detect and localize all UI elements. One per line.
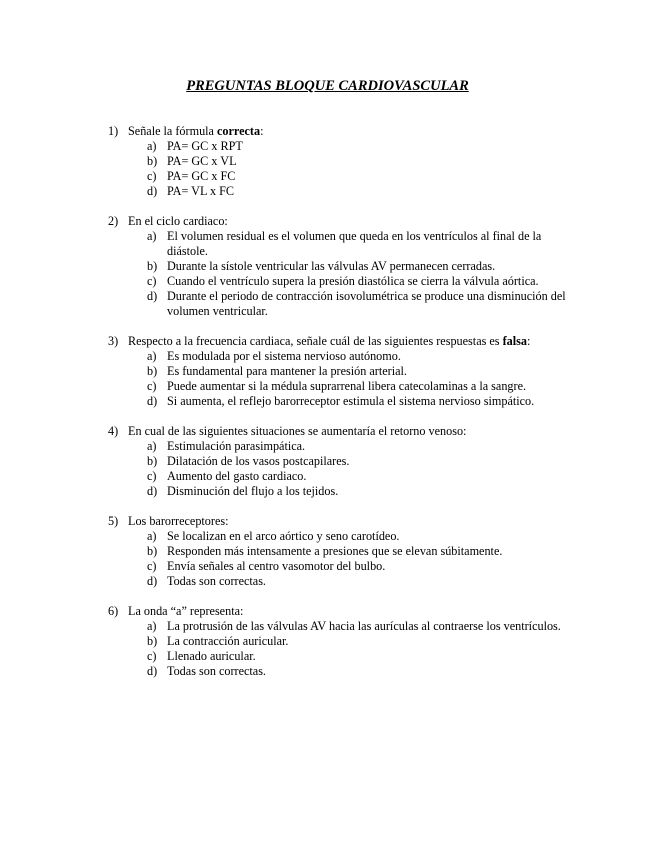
question-text-before: Señale la fórmula (128, 124, 218, 138)
question-3 (108, 334, 568, 409)
option-a (147, 439, 568, 454)
question-text (128, 124, 568, 139)
option-list (108, 139, 568, 199)
option-d (147, 664, 568, 679)
question-text (128, 604, 568, 619)
document-title: PREGUNTAS BLOQUE CARDIOVASCULAR (186, 78, 469, 94)
option-list (108, 529, 568, 589)
option-letter: a) (147, 139, 157, 153)
option-text: Es fundamental para mantener la presión arterial. (167, 364, 407, 378)
option-a (147, 349, 568, 364)
option-d (147, 484, 568, 499)
question-text-after: : (260, 124, 264, 138)
option-text: Estimulación parasimpática. (167, 439, 306, 453)
option-a (147, 229, 568, 259)
option-text: Aumento del gasto cardiaco. (167, 469, 307, 483)
option-letter: a) (147, 229, 157, 243)
question-5 (108, 514, 568, 589)
option-a (147, 139, 568, 154)
option-text: Durante el periodo de contracción isovolumétrica se produce una disminución del volumen ventricular. (167, 289, 566, 318)
question-text-before: La onda “a” representa: (128, 604, 244, 618)
option-text: La contracción auricular. (167, 634, 289, 648)
option-letter: d) (147, 664, 158, 678)
option-list (108, 439, 568, 499)
option-letter: d) (147, 574, 158, 588)
option-text: Se localizan en el arco aórtico y seno carotídeo. (167, 529, 400, 543)
option-text: PA= GC x VL (167, 154, 237, 168)
option-letter: b) (147, 634, 158, 648)
option-text: PA= VL x FC (167, 184, 235, 198)
option-letter: c) (147, 469, 157, 483)
option-c (147, 559, 568, 574)
option-letter: d) (147, 394, 158, 408)
option-list (108, 229, 568, 319)
option-letter: a) (147, 529, 157, 543)
question-text (128, 424, 568, 439)
option-c (147, 379, 568, 394)
option-letter: c) (147, 169, 157, 183)
option-b (147, 634, 568, 649)
question-2 (108, 214, 568, 319)
option-text: Durante la sístole ventricular las válvulas AV permanecen cerradas. (167, 259, 496, 273)
question-text-after: : (526, 334, 531, 348)
option-text: Responden más intensamente a presiones que se elevan súbitamente. (167, 544, 503, 558)
option-a (147, 529, 568, 544)
option-letter: a) (147, 619, 157, 633)
option-c (147, 169, 568, 184)
option-letter: c) (147, 379, 157, 393)
option-text: La protrusión de las válvulas AV hacia las aurículas al contraerse los ventrículos. (167, 619, 561, 633)
option-letter: a) (147, 439, 157, 453)
option-text: Todas son correctas. (167, 574, 266, 588)
question-text-before: Respecto a la frecuencia cardiaca, señale cuál de las siguientes respuestas es (128, 334, 503, 348)
question-stem (108, 514, 568, 529)
option-text: PA= GC x RPT (167, 139, 243, 153)
option-a (147, 619, 568, 634)
option-c (147, 649, 568, 664)
question-emphasis: correcta (217, 124, 261, 138)
option-text: El volumen residual es el volumen que queda en los ventrículos al final de la diástole. (167, 229, 542, 258)
option-letter: b) (147, 544, 158, 558)
option-text: PA= GC x FC (167, 169, 236, 183)
option-b (147, 544, 568, 559)
option-letter: d) (147, 184, 158, 198)
question-stem (108, 124, 568, 139)
option-letter: c) (147, 274, 157, 288)
question-text-before: Los barorreceptores: (128, 514, 229, 528)
option-text: Puede aumentar si la médula suprarrenal libera catecolaminas a la sangre. (167, 379, 527, 393)
question-number: 2) (108, 214, 119, 228)
option-letter: a) (147, 349, 157, 363)
option-list (108, 619, 568, 679)
question-stem (108, 214, 568, 229)
question-stem (108, 424, 568, 439)
option-text: Si aumenta, el reflejo barorreceptor estimula el sistema nervioso simpático. (167, 394, 535, 408)
option-b (147, 154, 568, 169)
question-text (128, 514, 568, 529)
option-d (147, 289, 568, 319)
question-emphasis: falsa (502, 334, 527, 348)
question-number: 3) (108, 334, 119, 348)
option-text: Todas son correctas. (167, 664, 266, 678)
option-letter: b) (147, 259, 158, 273)
option-b (147, 259, 568, 274)
question-text (128, 334, 568, 349)
question-text-before: En el ciclo cardiaco: (128, 214, 228, 228)
question-4 (108, 424, 568, 499)
question-text-before: En cual de las siguientes situaciones se aumentaría el retorno venoso: (128, 424, 467, 438)
question-stem (108, 604, 568, 619)
option-list (108, 349, 568, 409)
option-c (147, 469, 568, 484)
question-text (128, 214, 568, 229)
question-number: 1) (108, 124, 119, 138)
question-stem (108, 334, 568, 349)
option-d (147, 184, 568, 199)
option-text: Cuando el ventrículo supera la presión diastólica se cierra la válvula aórtica. (167, 274, 539, 288)
option-text: Es modulada por el sistema nervioso autónomo. (167, 349, 401, 363)
question-number: 6) (108, 604, 119, 618)
question-6 (108, 604, 568, 679)
option-d (147, 574, 568, 589)
option-text: Envía señales al centro vasomotor del bulbo. (167, 559, 386, 573)
question-number: 4) (108, 424, 119, 438)
option-c (147, 274, 568, 289)
option-letter: d) (147, 289, 158, 303)
option-b (147, 364, 568, 379)
option-letter: c) (147, 559, 157, 573)
option-letter: b) (147, 364, 158, 378)
option-text: Llenado auricular. (167, 649, 256, 663)
option-letter: b) (147, 154, 158, 168)
question-list (108, 124, 568, 694)
option-letter: c) (147, 649, 157, 663)
option-text: Disminución del flujo a los tejidos. (167, 484, 339, 498)
option-letter: b) (147, 454, 158, 468)
option-b (147, 454, 568, 469)
option-letter: d) (147, 484, 158, 498)
question-number: 5) (108, 514, 119, 528)
option-text: Dilatación de los vasos postcapilares. (167, 454, 350, 468)
option-d (147, 394, 568, 409)
question-1 (108, 124, 568, 199)
